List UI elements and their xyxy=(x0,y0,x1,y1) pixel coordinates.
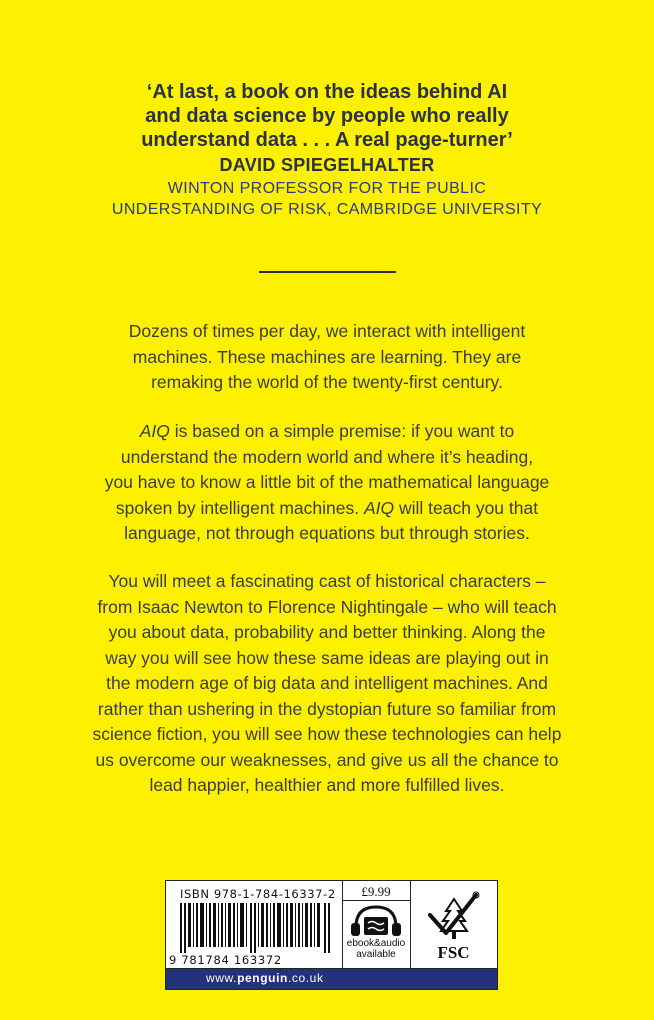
headphones-ebook-icon xyxy=(348,903,404,937)
blurb-p3-line-5: the modern age of big data and intelligent machines. And xyxy=(106,673,548,693)
ebook-label-line-1: ebook&audio xyxy=(346,938,406,949)
blurb-p1-line-1: Dozens of times per day, we interact with intelligent xyxy=(128,321,526,341)
blurb-paragraph-1 xyxy=(0,319,654,396)
blurb-p3-line-9: lead happier, healthier and more fulfilled lives. xyxy=(149,775,505,795)
barcode-panel xyxy=(165,880,498,990)
blurb-p2-line-4 xyxy=(0,496,654,522)
blurb-p2-line-2: understand the modern world and where it’s heading, xyxy=(120,446,534,467)
url-prefix: www. xyxy=(206,971,238,985)
ebook-label-line-2: available xyxy=(356,949,396,960)
price-label: £9.99 xyxy=(361,884,391,899)
quote-line-2: and data science by people who really xyxy=(145,105,509,127)
url-suffix: .co.uk xyxy=(287,971,324,985)
blurb-p2-line-4-pre: spoken by intelligent machines. xyxy=(115,497,364,518)
publisher-url[interactable] xyxy=(206,971,324,985)
isbn-label: ISBN 978-1-784-16337-2 xyxy=(180,887,336,901)
quote-line-3: understand data . . . A real page-turner’ xyxy=(141,129,513,151)
blurb-p1-line-2: machines. These machines are learning. They are xyxy=(132,346,522,367)
blurb-p3-line-8: us overcome our weaknesses, and give us all the chance to xyxy=(95,749,559,770)
blurb-p3-line-4: way you will see how these same ideas are playing out in xyxy=(105,647,549,668)
fsc-label: FSC xyxy=(437,943,470,962)
blurb-paragraph-3 xyxy=(0,569,654,799)
blurb-p2-line-1 xyxy=(0,419,654,445)
blurb-p3-line-1: You will meet a fascinating cast of historical characters – xyxy=(108,571,546,591)
publisher-url-bar xyxy=(166,968,497,989)
blurb-p2-line-5: language, not through equations but through stories. xyxy=(124,523,530,543)
quote-author: DAVID SPIEGELHALTER xyxy=(219,155,435,175)
barcode-icon xyxy=(180,903,332,953)
blurb-p3-line-6: rather than ushering in the dystopian future so familiar from xyxy=(97,698,557,719)
barcode-digits: 9 781784 163372 xyxy=(169,953,282,967)
divider-rule xyxy=(259,271,396,273)
pull-quote xyxy=(0,80,654,152)
blurb-p2-line-1-rest: is based on a simple premise: if you want to xyxy=(169,421,515,441)
fsc-tree-check-icon xyxy=(424,889,482,945)
price-divider xyxy=(342,900,410,901)
blurb-p2-line-3: you have to know a little bit of the mathematical language xyxy=(104,472,550,492)
blurb-paragraph-2 xyxy=(0,419,654,547)
blurb-p3-line-3: you about data, probability and better thinking. Along the xyxy=(108,622,546,642)
blurb-p2-line-4-post: will teach you that xyxy=(394,497,539,518)
fsc-section xyxy=(410,881,497,970)
blurb-p3-line-2: from Isaac Newton to Florence Nightingale – who will teach xyxy=(97,596,557,617)
isbn-section xyxy=(166,881,343,970)
author-title-line-1: WINTON PROFESSOR FOR THE PUBLIC xyxy=(167,180,487,197)
blurb-p3-line-7: science fiction, you will see how these technologies can help xyxy=(92,724,562,744)
url-brand: penguin xyxy=(237,971,288,985)
price-section xyxy=(342,881,411,970)
quote-line-1: ‘At last, a book on the ideas behind AI xyxy=(146,81,508,103)
book-title-emphasis: AIQ xyxy=(139,421,170,441)
blurb-p1-line-3: remaking the world of the twenty-first century. xyxy=(151,372,503,392)
book-title-emphasis-2: AIQ xyxy=(363,497,395,518)
ebook-audio-label xyxy=(342,938,410,960)
author-title-line-2: UNDERSTANDING OF RISK, CAMBRIDGE UNIVERSITY xyxy=(111,201,543,218)
